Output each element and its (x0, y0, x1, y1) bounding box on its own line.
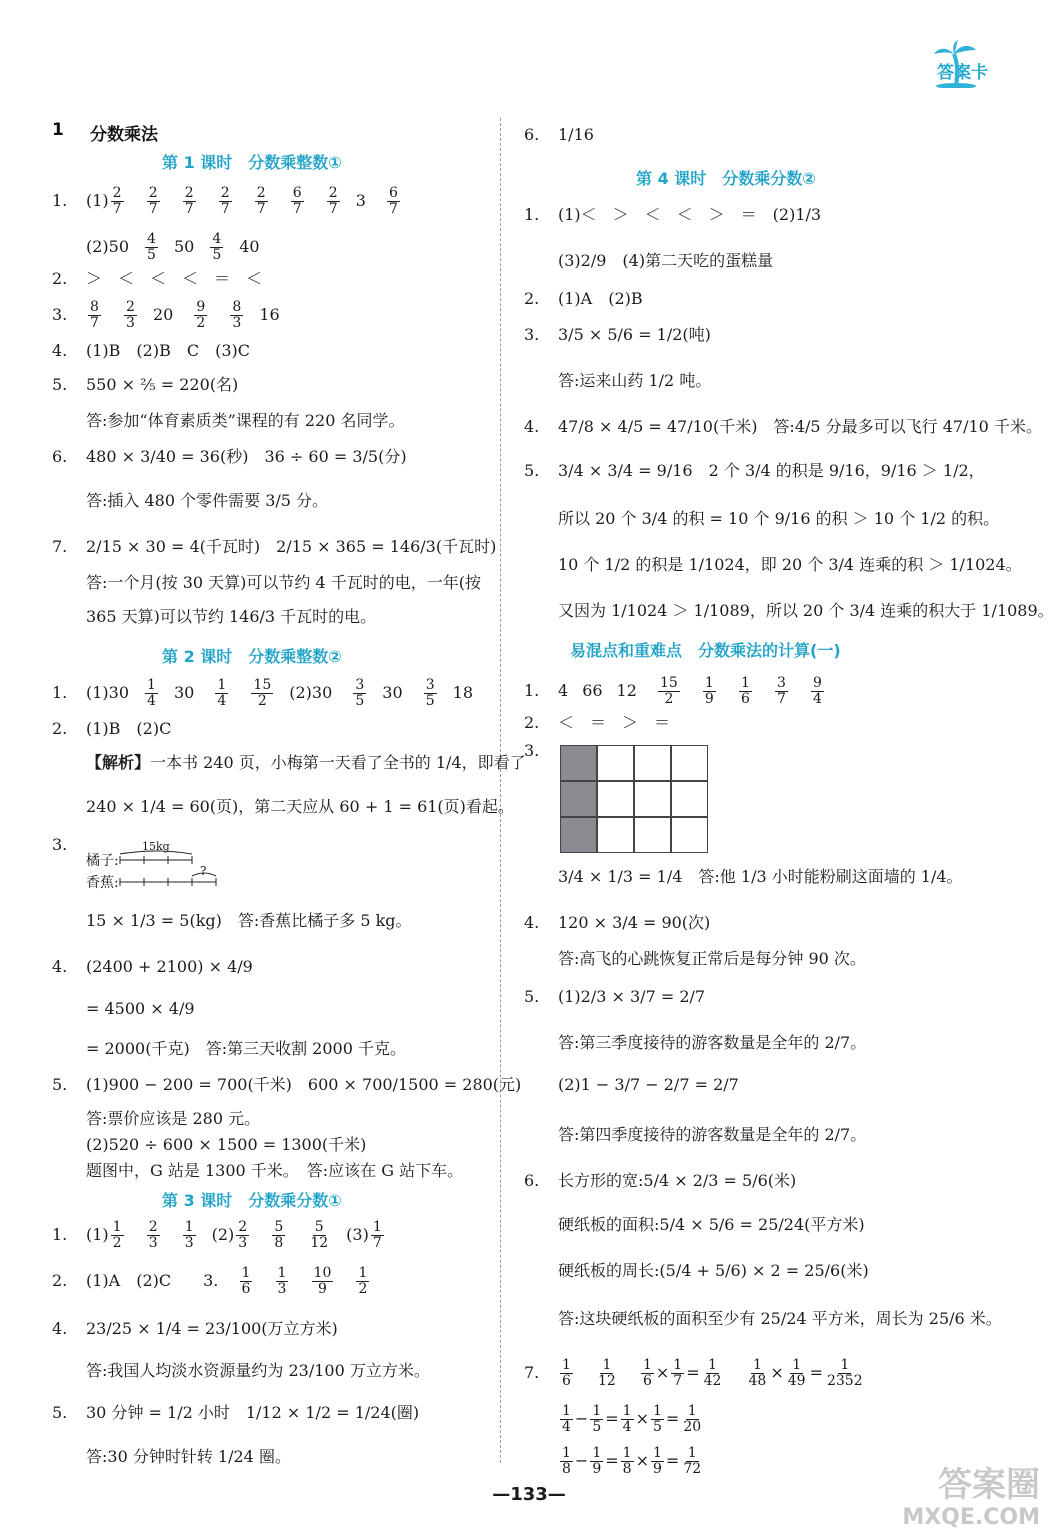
l4-q5-3: 10 个 1/2 的积是 1/1024，即 20 个 3/4 连乘的积 ＞ 1/1024。 (558, 555, 1022, 574)
palm-tree-icon (932, 40, 980, 88)
l1-q3: 3. $\frac{8}{7}$ $\frac{2}{3}$ 20 $\frac{9}{2}$ $\frac{8}{3}$ 16 (52, 299, 280, 331)
l1-q7: 7. 2/15 × 30 = 4(千瓦时) 2/15 × 365 = 146/3(千瓦时) (52, 537, 497, 556)
l3-q1: 1. (1) $\frac{1}{2}$ $\frac{2}{3}$ $\frac{1}{3}$ (2) $\frac{2}{3}$ $\frac{5}{8}$ $\frac{5}{12}$ (3) $\frac{1}{7}$ (52, 1219, 382, 1251)
l2-q1: 1. (1)30 $\frac{1}{4}$ 30 $\frac{1}{4}$ $\frac{15}{2}$ (2)30 $\frac{3}{5}$ 30 $\frac{3}{5}$ 18 (52, 677, 474, 709)
l5-q3-grid (560, 745, 708, 853)
watermark-logo: 答案圈 (938, 1465, 1040, 1505)
l5-q6: 6. 长方形的宽:5/4 × 2/3 = 5/6(米) (524, 1171, 797, 1190)
l4-q4: 4. 47/8 × 4/5 = 47/10(千米) 答:4/5 分最多可以飞行 47/10 千米。 (524, 417, 1042, 436)
l5-q3-ans: 3/4 × 1/3 = 1/4 答:他 1/3 小时能粉刷这面墙的 1/4。 (558, 867, 963, 886)
l2-q3-banana: 香蕉: (86, 875, 119, 891)
l2-q5: 5. (1)900 − 200 = 700(千米) 600 × 700/1500 = 280(元) (52, 1075, 522, 1094)
l5-q4: 4. 120 × 3/4 = 90(次) (524, 913, 711, 932)
l1-q7-ans1: 答:一个月(按 30 天算)可以节约 4 千瓦时的电，一年(按 (86, 573, 482, 592)
l2-analysis: 【解析】一本书 240 页，小梅第一天看了全书的 1/4，即看了 (86, 753, 526, 772)
l5-q5-2: (2)1 − 3/7 − 2/7 = 2/7 (558, 1075, 739, 1094)
l3-q4-ans: 答:我国人均淡水资源量约为 23/100 万立方米。 (86, 1361, 430, 1380)
l2-q4-2: = 4500 × 4/9 (86, 999, 195, 1018)
lesson-4-title: 第 4 课时 分数乘分数② (636, 169, 816, 188)
l3-q5: 5. 30 分钟 = 1/2 小时 1/12 × 1/2 = 1/24(圈) (52, 1403, 420, 1422)
section-title: 分数乘法 (90, 125, 158, 145)
column-divider (500, 118, 502, 1463)
l5-q5: 5. (1)2/3 × 3/7 = 2/7 (524, 987, 706, 1006)
lesson-3-title: 第 3 课时 分数乘分数① (162, 1191, 342, 1210)
l1-q5: 5. 550 × ⅖ = 220(名) (52, 375, 239, 394)
watermark-url: MXQE.COM (902, 1505, 1040, 1530)
l1-q1: 1. (1) $\frac{2}{7}$ $\frac{2}{7}$ $\frac{2}{7}$ $\frac{2}{7}$ $\frac{2}{7}$ $\frac{6}{7}$ $\frac{2}{7}$ 3 $\frac{6}{7}$ (52, 185, 398, 217)
l5-q6-2: 硬纸板的面积:5/4 × 5/6 = 25/24(平方米) (558, 1215, 865, 1234)
l2-q3-question: ? (200, 864, 207, 878)
lesson-5-title: 易混点和重难点 分数乘法的计算(一) (570, 641, 841, 660)
l2-q3-num: 3. (52, 835, 68, 854)
l2-analysis-2: 240 × 1/4 = 60(页)，第二天应从 60 + 1 = 61(页)看起。 (86, 797, 514, 816)
l5-q1: 1. 4 66 12 $\frac{15}{2}$ $\frac{1}{9}$ $\frac{1}{6}$ $\frac{3}{7}$ $\frac{9}{4}$ (524, 675, 822, 707)
l4-q1-2: (3)2/9 (4)第二天吃的蛋糕量 (558, 251, 774, 270)
l4-q5: 5. 3/4 × 3/4 = 9/16 2 个 3/4 的积是 9/16，9/16 ＞ 1/2， (524, 461, 985, 480)
l2-q2: 2. (1)B (2)C (52, 719, 172, 738)
l1-q1-2: (2)50 $\frac{4}{5}$ 50 $\frac{4}{5}$ 40 (86, 231, 260, 263)
l4-q3-ans: 答:运来山药 1/2 吨。 (558, 371, 712, 390)
l5-q4-ans: 答:高飞的心跳恢复正常后是每分钟 90 次。 (558, 949, 866, 968)
l5-q2: 2. ＜ ＝ ＞ ＝ (524, 713, 671, 732)
l2-q5-2: (2)520 ÷ 600 × 1500 = 1300(千米) (86, 1135, 367, 1154)
l4-q1: 1. (1)＜ ＞ ＜ ＜ ＞ ＝ (2)1/3 (524, 205, 822, 224)
l2-q4-3: = 2000(千克) 答:第三天收割 2000 千克。 (86, 1039, 406, 1058)
section-number: 1 (52, 120, 64, 140)
l1-q2: 2. ＞ ＜ ＜ ＜ ＝ ＜ (52, 269, 263, 288)
l5-q7: 7. $\frac{1}{6}$ $\frac{1}{12}$ $\frac{1}{6}$ × $\frac{1}{7}$ = $\frac{1}{42}$ $\frac{1}{48}$ × $\frac{1}{49}$ = $\frac{1}{2352}$ (524, 1357, 863, 1389)
brand-label: 答案卡 (937, 63, 988, 83)
l5-q6-ans: 答:这块硬纸板的面积至少有 25/24 平方米，周长为 25/6 米。 (558, 1309, 1002, 1328)
l2-q3-line-diagram (118, 846, 218, 888)
l5-q6-3: 硬纸板的周长:(5/4 + 5/6) × 2 = 25/6(米) (558, 1261, 869, 1280)
l5-q3-num: 3. (524, 741, 540, 760)
l1-q7-ans2: 365 天算)可以节约 146/3 千瓦时的电。 (86, 607, 377, 626)
l2-q3-kg: 15kg (142, 840, 170, 853)
l5-q5-ans2: 答:第四季度接待的游客数量是全年的 2/7。 (558, 1125, 867, 1144)
l3-q2: 2. (1)A (2)C 3. $\frac{1}{6}$ $\frac{1}{3}$ $\frac{10}{9}$ $\frac{1}{2}$ (52, 1265, 368, 1297)
l5-q7-3: $\frac{1}{8}$ − $\frac{1}{9}$ = $\frac{1}{8}$ × $\frac{1}{9}$ = $\frac{1}{72}$ (562, 1445, 702, 1477)
page-number: —133— (492, 1484, 566, 1505)
r-q6: 6. 1/16 (524, 125, 594, 144)
l2-q4: 4. (2400 + 2100) × 4/9 (52, 957, 253, 976)
l1-q4: 4. (1)B (2)B C (3)C (52, 341, 250, 360)
lesson-1-title: 第 1 课时 分数乘整数① (162, 153, 342, 172)
l2-q5-ans1: 答:票价应该是 280 元。 (86, 1109, 261, 1128)
l3-q5-ans: 答:30 分钟时针转 1/24 圈。 (86, 1447, 291, 1466)
l1-q6-ans: 答:插入 480 个零件需要 3/5 分。 (86, 491, 329, 510)
l3-q4: 4. 23/25 × 1/4 = 23/100(万立方米) (52, 1319, 338, 1338)
l4-q5-2: 所以 20 个 3/4 的积 = 10 个 9/16 的积 ＞ 10 个 1/2 的积。 (558, 509, 1000, 528)
l5-q7-2: $\frac{1}{4}$ − $\frac{1}{5}$ = $\frac{1}{4}$ × $\frac{1}{5}$ = $\frac{1}{20}$ (562, 1403, 702, 1435)
lesson-2-title: 第 2 课时 分数乘整数② (162, 647, 342, 666)
l4-q3: 3. 3/5 × 5/6 = 1/2(吨) (524, 325, 711, 344)
l5-q5-ans1: 答:第三季度接待的游客数量是全年的 2/7。 (558, 1033, 867, 1052)
l2-q3-ans: 15 × 1/3 = 5(kg) 答:香蕉比橘子多 5 kg。 (86, 911, 412, 930)
l4-q2: 2. (1)A (2)B (524, 289, 643, 308)
l2-q5-ans2: 题图中，G 站是 1300 千米。 答:应该在 G 站下车。 (86, 1161, 464, 1180)
l1-q6: 6. 480 × 3/40 = 36(秒) 36 ÷ 60 = 3/5(分) (52, 447, 407, 466)
l1-q5-ans: 答:参加“体育素质类”课程的有 220 名同学。 (86, 411, 405, 430)
l4-q5-4: 又因为 1/1024 ＞ 1/1089，所以 20 个 3/4 连乘的积大于 1/1089。 (558, 601, 1054, 620)
l2-q3-orange: 橘子: (86, 853, 119, 869)
